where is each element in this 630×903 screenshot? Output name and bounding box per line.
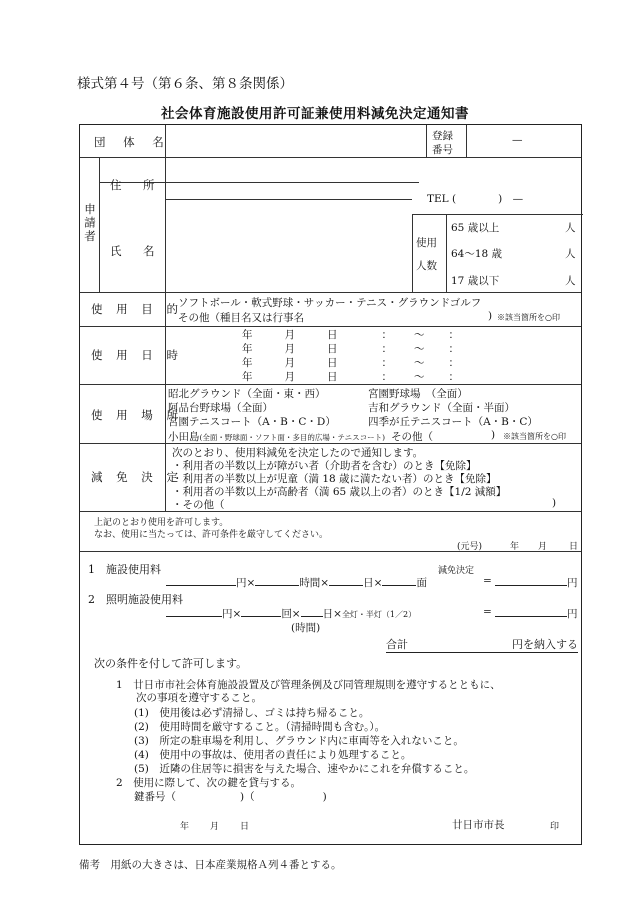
- surface-unit: 面: [416, 577, 427, 589]
- time-separator: ：: [381, 329, 392, 341]
- year-unit: 年: [242, 329, 253, 341]
- row-divider: [80, 384, 581, 385]
- venue-odashima: [168, 429, 433, 444]
- facility-fee-calc: [166, 575, 427, 590]
- exemption-label: 減 免 決 定: [91, 470, 183, 484]
- time-separator: ：: [381, 371, 392, 383]
- permission-line-1: 上記のとおり使用を許可します。: [94, 518, 229, 528]
- col-divider: [99, 157, 100, 292]
- total-suffix: 円を納入する: [482, 636, 578, 653]
- exemption-item: ・利用者の半数以上が高齢者（満 65 歳以上の者）のとき【1/2 減額】: [172, 486, 507, 498]
- facility-fee-total: [495, 575, 578, 590]
- key-close: ): [322, 791, 327, 803]
- row-divider: [80, 157, 581, 158]
- users-label-2: 人数: [416, 260, 437, 272]
- registration-label-2: 番号: [432, 144, 453, 156]
- time-separator: ：: [381, 343, 392, 355]
- venue-miyazono-tennis: 宮園テニスコート（A・B・C・D）: [168, 416, 336, 428]
- col-divider: [412, 214, 413, 292]
- age-group-unit: 人: [565, 222, 576, 234]
- col-divider: [466, 125, 467, 157]
- venue-note: ※該当箇所を○印: [503, 432, 566, 441]
- applicant-label: 申請者: [83, 203, 97, 244]
- row-divider: [412, 214, 583, 215]
- age-group-unit: 人: [565, 275, 576, 287]
- hours-times: 時間×: [299, 577, 330, 589]
- conditions-intro: 次の条件を付して許可します。: [94, 657, 248, 670]
- purpose-note: ※該当箇所を○印: [497, 313, 560, 322]
- yen-unit: 円: [567, 608, 578, 620]
- venue-odashima-name: 小田島: [168, 431, 200, 443]
- venue-ajinadai-baseball: 阿品台野球場（全面）: [168, 402, 273, 414]
- exemption-decision-label: 減免決定: [438, 566, 475, 576]
- condition-sub: (4) 使用中の事故は、使用者の責任により処理すること。: [134, 749, 412, 761]
- venue-yoshiwa-ground: 吉和グラウンド（全面・半面）: [368, 402, 515, 414]
- key-mid: )（: [240, 791, 255, 803]
- yen-unit: 円: [567, 577, 578, 589]
- tel-line: TEL ( ) —: [427, 193, 524, 205]
- users-label-1: 使用: [416, 237, 437, 249]
- permission-day: 日: [569, 542, 579, 552]
- schedule-row: [242, 341, 459, 356]
- schedule-row: [242, 327, 459, 342]
- venue-other: その他（: [391, 431, 434, 443]
- month-unit: 月: [284, 343, 295, 355]
- age-group-unit: 人: [565, 248, 576, 260]
- time-separator: ：: [448, 343, 459, 355]
- lighting-fee-equals: =: [483, 606, 492, 618]
- condition-sub: (1) 使用後は必ず清掃し、ゴミは持ち帰ること。: [134, 707, 370, 719]
- condition-1: 1 廿日市市社会体育施設設置及び管理条例及び同管理規則を遵守するとともに、: [116, 679, 501, 691]
- signature-month: 月: [210, 822, 220, 832]
- mayor-title: 廿日市市長: [452, 819, 505, 831]
- exemption-intro: 次のとおり、使用料減免を決定したので通知します。: [172, 447, 424, 459]
- year-unit: 年: [242, 371, 253, 383]
- row-divider: [80, 551, 581, 552]
- seal-mark: 印: [550, 822, 560, 832]
- day-unit: 日: [327, 329, 338, 341]
- month-unit: 月: [284, 357, 295, 369]
- facility-fee-equals: =: [483, 575, 492, 587]
- registration-value: —: [512, 134, 523, 146]
- facility-fee-title: 1 施設使用料: [88, 563, 161, 576]
- yen-times: 円×: [222, 608, 242, 620]
- venue-showa-ground: 昭北グラウンド（全面・東・西）: [168, 388, 326, 400]
- permission-era: (元号): [457, 542, 483, 552]
- yen-times: 円×: [236, 577, 256, 589]
- range-separator: ～: [414, 371, 425, 383]
- registration-label-1: 登録: [432, 130, 453, 142]
- footer-note: 備考 用紙の大きさは、日本産業規格Ａ列４番とする。: [79, 859, 342, 871]
- key-label: 鍵番号（: [134, 791, 176, 803]
- hours-label: (時間): [291, 622, 321, 634]
- range-separator: ～: [414, 357, 425, 369]
- permission-year: 年: [510, 542, 520, 552]
- purpose-label: 使 用 目 的: [91, 302, 183, 316]
- range-separator: ～: [414, 343, 425, 355]
- purpose-line-1: ソフトボール・軟式野球・サッカー・テニス・グラウンドゴルフ: [178, 297, 482, 309]
- grand-total: [386, 636, 578, 653]
- age-group-label: 64～18 歳: [451, 248, 503, 260]
- address-label: 住 所: [110, 178, 160, 192]
- purpose-line-2: その他（種目名又は行事名: [178, 312, 304, 324]
- exemption-item: ・利用者の半数以上が障がい者（介助者を含む）のとき【免除】: [172, 460, 477, 472]
- lighting-mode: 全灯・半灯（1／2）: [341, 610, 417, 619]
- permission-line-2: なお、使用に当たっては、許可条件を厳守してください。: [94, 530, 329, 540]
- time-separator: ：: [448, 371, 459, 383]
- day-unit: 日: [327, 371, 338, 383]
- purpose-close: ): [488, 310, 493, 322]
- time-separator: ：: [448, 329, 459, 341]
- schedule-row: [242, 355, 459, 370]
- schedule-label: 使 用 日 時: [91, 348, 183, 362]
- day-unit: 日: [327, 357, 338, 369]
- document-title: 社会体育施設使用許可証兼使用料減免決定通知書: [161, 106, 469, 122]
- group-name-label: 団 体 名: [94, 135, 171, 149]
- time-separator: ：: [448, 357, 459, 369]
- days-times: 日×: [363, 577, 383, 589]
- exemption-item: ・利用者の半数以上が児童（満 18 歳に満たない者）のとき【免除】: [172, 473, 497, 485]
- month-unit: 月: [284, 371, 295, 383]
- age-group-label: 17 歳以下: [451, 275, 500, 287]
- col-divider: [446, 214, 447, 292]
- total-label: 合計: [386, 636, 482, 653]
- lighting-fee-total: [495, 606, 578, 621]
- lighting-fee-calc: [166, 606, 416, 621]
- row-divider: [80, 511, 581, 512]
- col-divider: [426, 125, 427, 157]
- form-frame: [79, 124, 582, 845]
- condition-1-cont: 次の事項を遵守すること。: [136, 692, 262, 704]
- col-divider: [165, 125, 166, 511]
- year-unit: 年: [242, 343, 253, 355]
- condition-sub: (5) 近隣の住居等に損害を与えた場合、速やかにこれを弁償すること。: [134, 763, 475, 775]
- venue-label: 使 用 場 所: [91, 408, 183, 422]
- signature-year: 年: [180, 822, 190, 832]
- times-times: 回×: [281, 608, 301, 620]
- row-divider: [165, 199, 412, 200]
- condition-2: 2 使用に際して、次の鍵を貸与する。: [116, 777, 301, 789]
- signature-day: 日: [240, 822, 250, 832]
- venue-miyazono-baseball: 宮園野球場 （全面）: [368, 388, 468, 400]
- day-unit: 日: [327, 343, 338, 355]
- exemption-item: ・その他（: [172, 499, 225, 511]
- time-separator: ：: [381, 357, 392, 369]
- form-number: 様式第４号（第６条、第８条関係）: [77, 76, 293, 92]
- permission-month: 月: [538, 542, 548, 552]
- venue-other-close: ): [491, 429, 496, 441]
- schedule-row: [242, 369, 459, 384]
- exemption-close: ): [552, 497, 557, 509]
- venue-odashima-options: (全面・野球面・ソフト面・多目的広場・テニスコート): [199, 433, 386, 442]
- range-separator: ～: [414, 329, 425, 341]
- year-unit: 年: [242, 357, 253, 369]
- key-number-line: [134, 789, 327, 804]
- age-group-label: 65 歳以上: [451, 222, 500, 234]
- name-label: 氏 名: [110, 244, 160, 258]
- venue-shikigaoka-tennis: 四季が丘テニスコート（A・B・C）: [368, 416, 538, 428]
- row-divider: [80, 292, 581, 293]
- month-unit: 月: [284, 329, 295, 341]
- days-times: 日×: [322, 608, 342, 620]
- condition-sub: (2) 使用時間を厳守すること。（清掃時間も含む。）。: [134, 721, 386, 733]
- lighting-fee-title: 2 照明施設使用料: [88, 593, 183, 606]
- condition-sub: (3) 所定の駐車場を利用し、グラウンド内に車両等を入れないこと。: [134, 735, 464, 747]
